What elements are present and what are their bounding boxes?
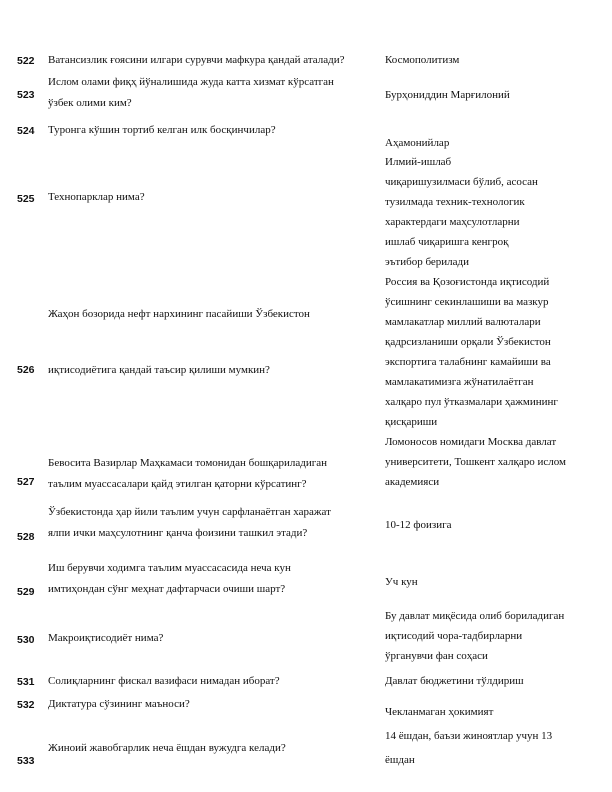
question-number: 526 xyxy=(17,364,35,376)
question-number: 528 xyxy=(17,531,35,543)
question-text xyxy=(48,120,378,141)
question-number: 529 xyxy=(17,586,35,598)
question-line: Ўзбекистонда ҳар йили таълим учун сарфланаётган харажат xyxy=(48,506,331,518)
answer-line: Чекланмаган ҳокимият xyxy=(385,706,494,718)
question-line: Макроиқтисодиёт нима? xyxy=(48,632,164,644)
answer-line: Давлат бюджетини тўлдириш xyxy=(385,675,524,687)
answer-line: экспортига талабнинг камайиши ва xyxy=(385,356,551,368)
question-text xyxy=(48,304,378,381)
question-line: Бевосита Вазирлар Маҳкамаси томонидан бошқариладиган xyxy=(48,457,327,469)
answer-text xyxy=(385,133,607,153)
answer-line: Космополитизм xyxy=(385,54,460,66)
question-text xyxy=(48,50,378,71)
question-number: 531 xyxy=(17,676,35,688)
answer-text xyxy=(385,515,607,535)
question-line: таълим муассасалари қайд этилган қаторни кўрсатинг? xyxy=(48,478,307,490)
question-line: Солиқларнинг фискал вазифаси нимадан иборат? xyxy=(48,675,280,687)
answer-text xyxy=(385,572,607,592)
question-number: 533 xyxy=(17,755,35,767)
answer-line: характердаги маҳсулотларни xyxy=(385,216,520,228)
question-line: Диктатура сўзининг маъноси? xyxy=(48,698,190,710)
question-line: Ватансизлик ғоясини илгари сурувчи мафкура қандай аталади? xyxy=(48,54,345,66)
answer-text xyxy=(385,726,607,770)
answer-line: Уч кун xyxy=(385,576,418,588)
question-text xyxy=(48,558,378,600)
answer-line: ўрганувчи фан соҳаси xyxy=(385,650,488,662)
answer-text xyxy=(385,50,607,70)
answer-line: мамлакатимизга жўнатилаётган xyxy=(385,376,534,388)
question-text xyxy=(48,72,378,114)
question-number: 527 xyxy=(17,476,35,488)
answer-line: эътибор берилади xyxy=(385,256,470,268)
question-number: 524 xyxy=(17,125,35,137)
question-line: имтиҳондан сўнг меҳнат дафтарчаси очиши шарт? xyxy=(48,583,286,595)
question-line: Ислом олами фиқҳ йўналишида жуда катта хизмат кўрсатган xyxy=(48,76,334,88)
question-number: 523 xyxy=(17,89,35,101)
question-line: ялпи ички маҳсулотнинг қанча фоизини ташкил этади? xyxy=(48,527,308,539)
answer-line: Россия ва Қозоғистонда иқтисодий xyxy=(385,276,550,288)
answer-text xyxy=(385,432,607,492)
answer-line: қисқариши xyxy=(385,416,438,428)
answer-line: университети, Тошкент халқаро ислом xyxy=(385,456,567,468)
answer-line: иқтисодий чора-тадбирларни xyxy=(385,630,523,642)
question-text xyxy=(48,453,378,495)
answer-line: чиқаришузилмаси бўлиб, асосан xyxy=(385,176,538,188)
answer-text xyxy=(385,152,607,272)
answer-line: тузилмада техник-технологик xyxy=(385,196,525,208)
answer-line: 14 ёшдан, баъзи жиноятлар учун 13 xyxy=(385,730,553,742)
answer-line: ўсишнинг секинлашиши ва мазкур xyxy=(385,296,549,308)
question-line: ўзбек олими ким? xyxy=(48,97,132,109)
answer-text xyxy=(385,702,607,722)
question-line: Технопарклар нима? xyxy=(48,191,145,203)
question-line: Жиноий жавобгарлик неча ёшдан вужудга келади? xyxy=(48,742,286,754)
answer-line: халқаро пул ўтказмалари ҳажмининг xyxy=(385,396,558,408)
answer-line: ёшдан xyxy=(385,754,415,766)
question-number: 522 xyxy=(17,55,35,67)
question-line: иқтисодиётига қандай таъсир қилиши мумкин? xyxy=(48,364,270,376)
answer-text xyxy=(385,606,607,666)
question-line: Жаҳон бозорида нефт нархининг пасайиши Ўзбекистон xyxy=(48,308,310,320)
question-line: Туронга кўшин тортиб келган илк босқинчилар? xyxy=(48,124,276,136)
question-text xyxy=(48,187,378,208)
question-text xyxy=(48,738,378,759)
answer-line: ишлаб чиқаришга кенгроқ xyxy=(385,236,509,248)
answer-line: Бурҳониддин Марғилоний xyxy=(385,89,510,101)
question-number: 525 xyxy=(17,193,35,205)
answer-text xyxy=(385,85,607,105)
question-text xyxy=(48,671,378,692)
question-number: 530 xyxy=(17,634,35,646)
question-number: 532 xyxy=(17,699,35,711)
answer-line: 10-12 фоизига xyxy=(385,519,452,531)
answer-line: Бу давлат миқёсида олиб бориладиган xyxy=(385,610,565,622)
answer-line: Ломоносов номидаги Москва давлат xyxy=(385,436,557,448)
answer-line: қадрсизланиши орқали Ўзбекистон xyxy=(385,336,551,348)
answer-line: академияси xyxy=(385,476,440,488)
answer-text xyxy=(385,272,607,432)
answer-line: Аҳамонийлар xyxy=(385,137,450,149)
answer-line: Илмий-ишлаб xyxy=(385,156,452,168)
question-text xyxy=(48,628,378,649)
question-line: Иш берувчи ходимга таълим муассасасида неча кун xyxy=(48,562,291,574)
answer-text xyxy=(385,671,607,691)
question-text xyxy=(48,502,378,544)
question-text xyxy=(48,694,378,715)
answer-line: мамлакатлар миллий валюталари xyxy=(385,316,541,328)
